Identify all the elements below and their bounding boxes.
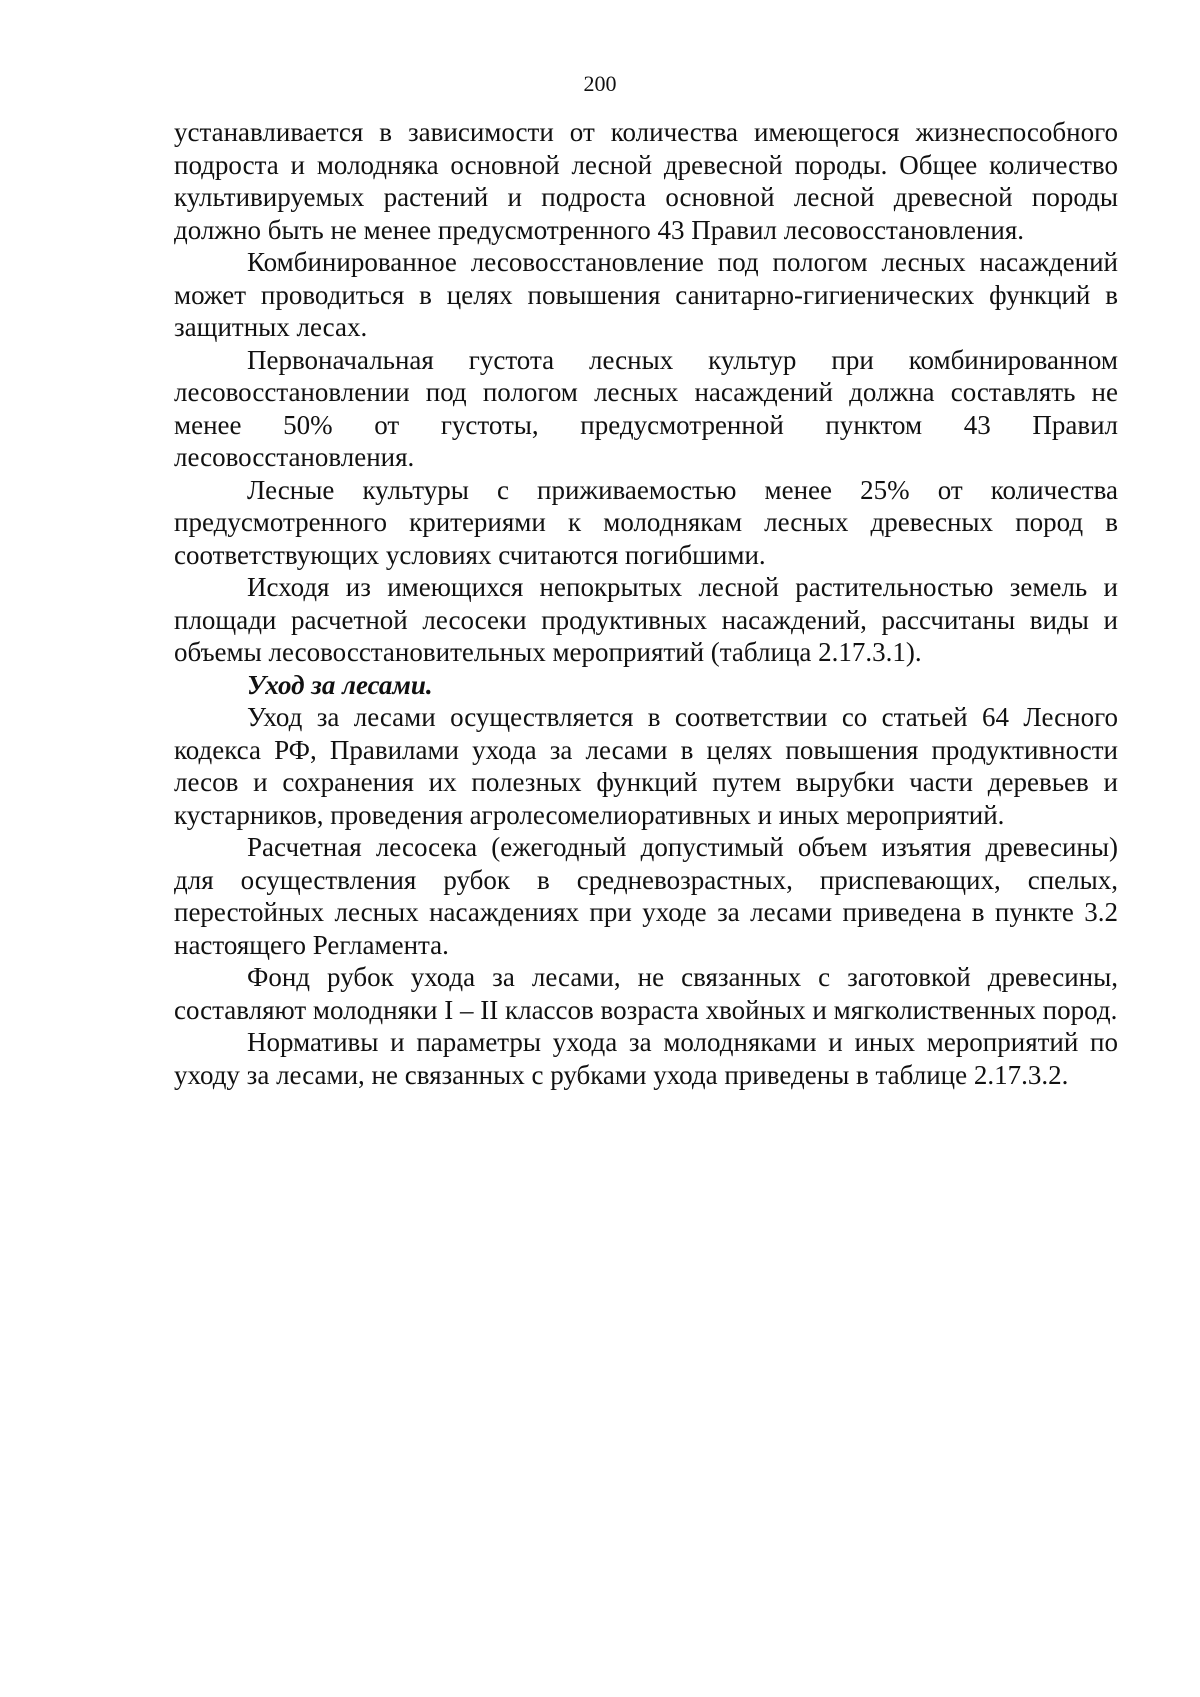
paragraph: Исходя из имеющихся непокрытых лесной растительностью земель и площади расчетной лесосеки продуктивных насаждений, рассчитаны виды и объемы лесовосстановительных мероприятий (таблица 2.17.3.1). bbox=[174, 572, 1118, 667]
document-body bbox=[174, 116, 1118, 1091]
paragraph: Уход за лесами осуществляется в соответствии со статьей 64 Лесного кодекса РФ, Правилами ухода за лесами в целях повышения продуктивности лесов и сохранения их полезных функций путем вырубки части деревьев и кустарников, проведения агролесомелиоративных и иных мероприятий. bbox=[174, 702, 1118, 830]
paragraph: Расчетная лесосека (ежегодный допустимый объем изъятия древесины) для осуществления рубок в средневозрастных, приспевающих, спелых, перестойных лесных насаждениях при уходе за лесами приведена в пункте 3.2 настоящего Регламента. bbox=[174, 832, 1118, 960]
paragraph: устанавливается в зависимости от количества имеющегося жизнеспособного подроста и молодняка основной лесной древесной породы. Общее количество культивируемых растений и подроста основной лесной древесной породы должно быть не менее предусмотренного 43 Правил лесовосстановления. bbox=[174, 117, 1118, 245]
paragraph: Фонд рубок ухода за лесами, не связанных с заготовкой древесины, составляют молодняки I – II классов возраста хвойных и мягколиственных пород. bbox=[174, 962, 1118, 1025]
paragraph: Первоначальная густота лесных культур при комбинированном лесовосстановлении под пологом лесных насаждений должна составлять не менее 50% от густоты, предусмотренной пунктом 43 Правил лесовосстановления. bbox=[174, 344, 1118, 472]
paragraph: Нормативы и параметры ухода за молодняками и иных мероприятий по уходу за лесами, не связанных с рубками ухода приведены в таблице 2.17.3.2. bbox=[174, 1027, 1118, 1090]
section-heading: Уход за лесами. bbox=[247, 669, 433, 700]
paragraph: Комбинированное лесовосстановление под пологом лесных насаждений может проводиться в целях повышения санитарно-гигиенических функций в защитных лесах. bbox=[174, 247, 1118, 342]
page-number: 200 bbox=[583, 71, 617, 96]
paragraph: Лесные культуры с приживаемостью менее 25% от количества предусмотренного критериями к молоднякам лесных древесных пород в соответствующих условиях считаются погибшими. bbox=[174, 474, 1118, 570]
